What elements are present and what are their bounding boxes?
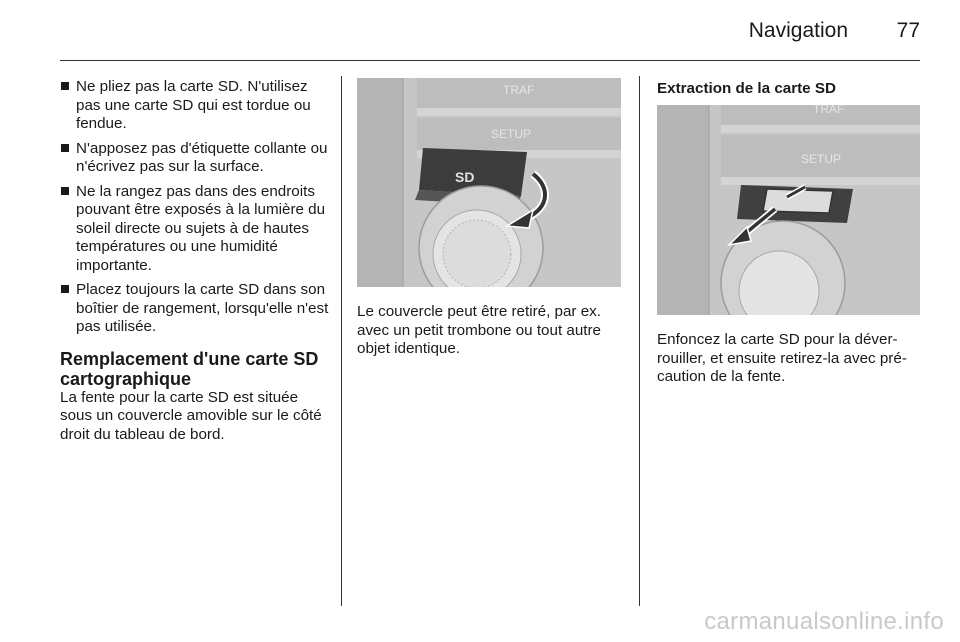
traf-button-label: TRAF — [813, 105, 845, 116]
bullet-square-icon — [61, 285, 69, 293]
cover-removal-illustration — [357, 78, 621, 287]
setup-button-label: SETUP — [801, 152, 842, 166]
bullet-item: Placez toujours la carte SD dans son boîtier de rangement, lorsqu'elle n'est pas utilisée. — [60, 281, 330, 337]
section-title: Navigation — [748, 19, 848, 42]
figure-1-caption: Le couvercle peut être retiré, par ex. avec un petit trombone ou tout autre objet identique. — [357, 303, 602, 357]
traf-button-label: TRAF — [503, 83, 535, 97]
bullet-square-icon — [61, 144, 69, 152]
section-heading: Remplacement d'une carte SD cartographique — [60, 348, 319, 389]
sd-logo-icon: SD — [455, 169, 475, 185]
bullet-square-icon — [61, 187, 69, 195]
figure-2-caption: Enfoncez la carte SD pour la déverrouiller, et ensuite retirez-la avec précaution de la fente. — [657, 331, 907, 385]
bullet-square-icon — [61, 82, 69, 90]
header-divider — [60, 60, 920, 61]
page-number: 77 — [896, 19, 920, 42]
setup-button-label: SETUP — [491, 127, 532, 141]
column-1 — [60, 78, 330, 444]
bullet-item: N'apposez pas d'étiquette collante ou n'écrivez pas sur la surface. — [60, 140, 330, 177]
extraction-heading: Extraction de la carte SD — [657, 80, 836, 97]
card-extraction-illustration — [657, 105, 920, 315]
column-divider-1 — [341, 76, 342, 606]
bullet-item: Ne pliez pas la carte SD. N'utilisez pas une carte SD qui est tordue ou fendue. — [60, 78, 330, 134]
watermark: carmanualsonline.info — [704, 608, 944, 635]
column-divider-2 — [639, 76, 640, 606]
bullet-item: Ne la rangez pas dans des endroits pouvant être exposés à la lumière du soleil directe ou sujets à de hautes températures ou une humidité importante. — [60, 183, 330, 276]
bullet-list — [60, 78, 330, 337]
figure-cover-removal — [357, 78, 621, 287]
figure-card-extraction — [657, 105, 920, 315]
body-paragraph: La fente pour la carte SD est située sous un couvercle amovible sur le côté droit du tableau de bord. — [60, 388, 322, 443]
